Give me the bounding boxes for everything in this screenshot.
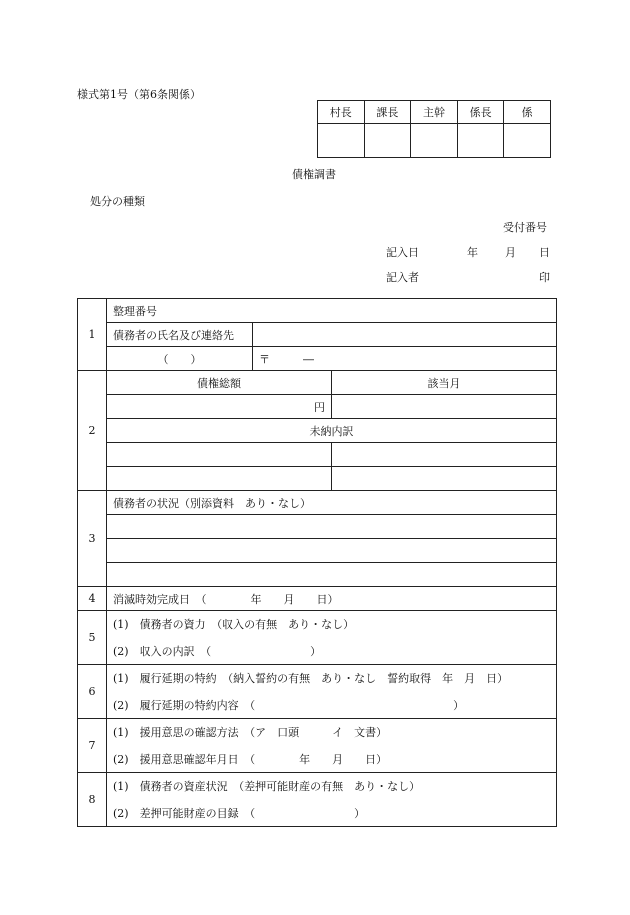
approval-header-section-chief: 課長	[364, 101, 411, 124]
invocation-method-line[interactable]: (1) 援用意思の確認方法 （ア 口頭 イ 文書）	[107, 719, 557, 746]
claim-form-table	[77, 298, 557, 827]
debtor-status-field[interactable]	[107, 563, 557, 587]
income-breakdown-line[interactable]: (2) 収入の内訳 （ ）	[107, 638, 557, 665]
entry-date-day: 日	[539, 246, 550, 259]
deferral-details-line[interactable]: (2) 履行延期の特約内容 （ ）	[107, 692, 557, 719]
receipt-number-label: 受付番号	[503, 221, 547, 234]
entry-date-label: 記入日	[386, 246, 419, 259]
section-number-6: 6	[78, 665, 107, 719]
stamp-box-staff[interactable]	[504, 124, 551, 158]
section-number-8: 8	[78, 773, 107, 827]
approval-header-mayor: 村長	[318, 101, 365, 124]
debtor-name-contact-field[interactable]	[253, 323, 557, 347]
phone-field[interactable]: （ ）	[107, 347, 253, 371]
unpaid-breakdown-label: 未納内訳	[107, 419, 557, 443]
reference-number-label: 整理番号	[107, 299, 557, 323]
applicable-month-field[interactable]	[332, 395, 557, 419]
unpaid-breakdown-field[interactable]	[332, 467, 557, 491]
approval-stamp-table	[317, 100, 551, 158]
debtor-status-label: 債務者の状況（別添資料 あり・なし）	[107, 491, 557, 515]
unpaid-breakdown-field[interactable]	[332, 443, 557, 467]
section-number-2: 2	[78, 371, 107, 491]
stamp-box-senior-officer[interactable]	[411, 124, 458, 158]
asset-status-line[interactable]: (1) 債務者の資産状況 （差押可能財産の有無 あり・なし）	[107, 773, 557, 800]
stamp-box-mayor[interactable]	[318, 124, 365, 158]
stamp-box-subsection-chief[interactable]	[457, 124, 504, 158]
expiry-date-field[interactable]: 消滅時効完成日 （ 年 月 日）	[107, 587, 557, 611]
total-claim-amount-field[interactable]: 円	[107, 395, 332, 419]
document-title: 債権調書	[292, 168, 336, 181]
invocation-date-line[interactable]: (2) 援用意思確認年月日 （ 年 月 日）	[107, 746, 557, 773]
stamp-box-section-chief[interactable]	[364, 124, 411, 158]
debtor-solvency-line[interactable]: (1) 債務者の資力 （収入の有無 あり・なし）	[107, 611, 557, 638]
entry-person-label: 記入者	[386, 271, 419, 284]
entry-date-year: 年	[467, 246, 478, 259]
section-number-1: 1	[78, 299, 107, 371]
debtor-status-field[interactable]	[107, 515, 557, 539]
entry-date-month: 月	[505, 246, 516, 259]
debtor-name-contact-label: 債務者の氏名及び連絡先	[107, 323, 253, 347]
section-number-3: 3	[78, 491, 107, 587]
form-id-label: 様式第1号（第6条関係）	[77, 88, 201, 101]
disposal-type-label: 処分の種類	[90, 195, 145, 208]
total-claim-label: 債権総額	[107, 371, 332, 395]
entry-person-seal: 印	[539, 271, 550, 284]
approval-header-senior-officer: 主幹	[411, 101, 458, 124]
applicable-month-label: 該当月	[332, 371, 557, 395]
unpaid-breakdown-field[interactable]	[107, 467, 332, 491]
approval-header-subsection-chief: 係長	[457, 101, 504, 124]
postal-address-field[interactable]: 〒 ―	[253, 347, 557, 371]
section-number-5: 5	[78, 611, 107, 665]
section-number-7: 7	[78, 719, 107, 773]
section-number-4: 4	[78, 587, 107, 611]
unpaid-breakdown-field[interactable]	[107, 443, 332, 467]
debtor-status-field[interactable]	[107, 539, 557, 563]
approval-header-staff: 係	[504, 101, 551, 124]
seizable-assets-line[interactable]: (2) 差押可能財産の目録 （ ）	[107, 800, 557, 827]
deferral-agreement-line[interactable]: (1) 履行延期の特約 （納入誓約の有無 あり・なし 誓約取得 年 月 日）	[107, 665, 557, 692]
